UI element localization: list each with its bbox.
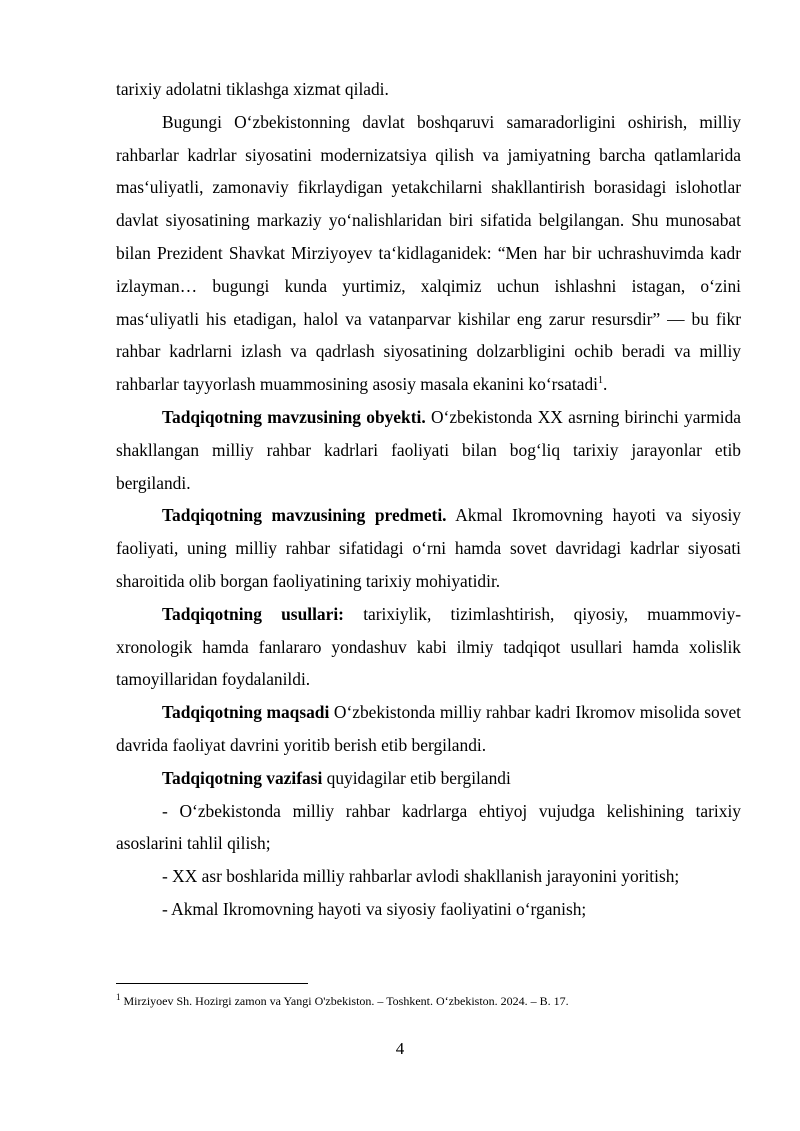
tasks-text: quyidagilar etib bergilandi bbox=[322, 767, 511, 788]
footnote bbox=[116, 993, 756, 1009]
subject-text: Akmal Ikromovning hayoti va siyosiy faoliyati, uning milliy rahbar sifatidagi o‘rni hamda sovet davridagi kadrlar siyosati sharoitida olib borgan faoliyatining tarixiy mohiyatidir. bbox=[116, 505, 741, 591]
body-text bbox=[116, 73, 741, 926]
tasks-heading: Tadqiqotning vazifasi bbox=[162, 767, 323, 788]
footnote-text: Mirziyoev Sh. Hozirgi zamon va Yangi O'zbekiston. – Toshkent. O‘zbekiston. 2024. – B. 17. bbox=[120, 994, 569, 1008]
paragraph-text: tarixiy adolatni tiklashga xizmat qiladi. bbox=[116, 79, 389, 99]
paragraph-methods bbox=[116, 598, 741, 696]
subject-heading: Tadqiqotning mavzusining predmeti. bbox=[162, 505, 447, 526]
paragraph-text: Bugungi O‘zbekistonning davlat boshqaruvi samaradorligini oshirish, milliy rahbarlar kadrlar siyosatini modernizatsiya qilish va jamiyatning barcha qatlamlarida mas‘uliyatli, zamonaviy fikrlaydigan yetakchilarni shakllantirish borasidagi islohotlar davlat siyosatining markaziy yo‘nalishlaridan biri sifatida belgilangan. Shu munosabat bilan Prezident Shavkat Mirziyoyev ta‘kidlaganidek: “Men har bir uchrashuvimda kadr izlayman… bugungi kunda yurtimiz, xalqimiz uchun ishlashni istagan, o‘zini mas‘uliyatli his etadigan, halol va vatanparvar kishilar eng zarur resursdir” — bu fikr rahbar kadrlarni izlash va qadrlash siyosatining dolzarbligini ochib beradi va milliy rahbarlar tayyorlash muammosining asosiy masala ekanini ko‘rsatadi bbox=[116, 111, 741, 395]
paragraph-reforms bbox=[116, 106, 741, 401]
footnote-reference[interactable]: 1 bbox=[597, 375, 603, 387]
paragraph-subject bbox=[116, 499, 741, 597]
paragraph-goal bbox=[116, 696, 741, 762]
paragraph-object bbox=[116, 401, 741, 499]
task-item: - O‘zbekistonda milliy rahbar kadrlarga ehtiyoj vujudga kelishining tarixiy asoslarini tahlil qilish; bbox=[116, 800, 741, 854]
footnote-separator bbox=[116, 983, 308, 984]
paragraph-tasks bbox=[116, 762, 741, 795]
paragraph-continuation bbox=[116, 73, 741, 106]
methods-heading: Tadqiqotning usullari: bbox=[162, 603, 344, 624]
task-item: - XX asr boshlarida milliy rahbarlar avlodi shakllanish jarayonini yoritish; bbox=[162, 866, 680, 887]
paragraph-end: . bbox=[602, 374, 608, 395]
task-item: - Akmal Ikromovning hayoti va siyosiy faoliyatini o‘rganish; bbox=[162, 898, 587, 919]
methods-text: tarixiylik, tizimlashtirish, qiyosiy, muammoviy-xronologik hamda fanlararo yondashuv kabi ilmiy tadqiqot usullari hamda xolislik tamoyillaridan foydalanildi. bbox=[116, 603, 741, 690]
page-number: 4 bbox=[395, 1039, 405, 1058]
goal-heading: Tadqiqotning maqsadi bbox=[162, 702, 330, 723]
object-heading: Tadqiqotning mavzusining obyekti. bbox=[162, 406, 426, 427]
object-text: O‘zbekistonda XX asrning birinchi yarmida shakllangan milliy rahbar kadrlari faoliyati bilan bog‘liq tarixiy jarayonlar etib bergilandi. bbox=[116, 406, 741, 493]
goal-text: O‘zbekistonda milliy rahbar kadri Ikromov misolida sovet davrida faoliyat davrini yoritib berish etib bergilandi. bbox=[116, 702, 741, 755]
footnote-number: 1 bbox=[116, 992, 121, 1002]
